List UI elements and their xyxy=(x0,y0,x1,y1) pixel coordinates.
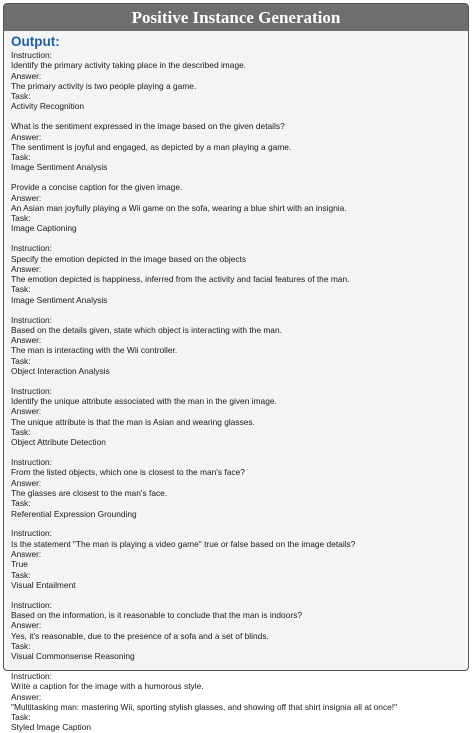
instance-line: Image Captioning xyxy=(11,223,77,234)
instance-line: Task: xyxy=(11,91,31,102)
instance-line: Task: xyxy=(11,427,31,437)
instance-line: The unique attribute is that the man is Asian and wearing glasses. xyxy=(11,416,255,427)
instance-line: Styled Image Caption xyxy=(11,722,92,733)
instance-block xyxy=(11,528,461,590)
instance-line: Write a caption for the image with a humorous style. xyxy=(11,681,204,692)
instance-line: Instruction: xyxy=(11,670,52,681)
instance-line: Image Sentiment Analysis xyxy=(11,294,108,305)
instance-line: Identify the primary activity taking place in the described image. xyxy=(11,60,247,71)
instance-line: Answer: xyxy=(11,620,42,631)
instance-line: The emotion depicted is happiness, inferred from the activity and facial features of the man. xyxy=(11,274,350,285)
instance-line: The glasses are closest to the man's face. xyxy=(11,487,168,498)
instance-line: Answer: xyxy=(11,70,42,81)
instance-line: Referential Expression Grounding xyxy=(11,508,137,519)
instance-line: Instruction: xyxy=(11,314,52,325)
instance-line: Task: xyxy=(11,712,31,723)
instance-line: Answer: xyxy=(11,548,42,559)
instance-line: The man is interacting with the Wii controller. xyxy=(11,345,178,356)
instance-line: Task: xyxy=(11,640,31,651)
instance-line: Task: xyxy=(11,213,31,224)
instance-line: Specify the emotion depicted in the image based on the objects xyxy=(11,253,247,264)
instance-line: The primary activity is two people playing a game. xyxy=(11,80,197,91)
instance-line: Provide a concise caption for the given image. xyxy=(11,182,183,193)
instance-line: Instruction: xyxy=(11,385,52,396)
instance-list xyxy=(11,50,461,733)
instance-block xyxy=(11,315,461,377)
instance-line: "Multitasking man: mastering Wii, sporting stylish glasses, and showing off that shirt insignia all at once!" xyxy=(11,701,398,712)
instance-line: An Asian man joyfully playing a Wii game on the sofa, wearing a blue shirt with an insignia. xyxy=(11,202,347,213)
instance-line: Identify the unique attribute associated with the man in the given image. xyxy=(11,396,277,407)
instance-line: Object Interaction Analysis xyxy=(11,366,110,377)
instance-line: Answer: xyxy=(11,406,42,417)
instance-line: Answer: xyxy=(11,335,42,346)
instance-block xyxy=(11,457,461,519)
instance-block xyxy=(11,121,461,172)
positive-instance-panel xyxy=(3,3,469,733)
instance-line: Task: xyxy=(11,498,31,509)
panel-content xyxy=(4,31,468,733)
instance-block xyxy=(11,182,461,233)
instance-line: Visual Entailment xyxy=(11,579,76,590)
output-label: Output: xyxy=(11,34,60,49)
instance-block xyxy=(11,243,461,305)
instance-line: Answer: xyxy=(11,192,42,203)
instance-line: From the listed objects, which one is closest to the man's face? xyxy=(11,467,245,478)
instance-line: Answer: xyxy=(11,691,42,702)
instance-line: Answer: xyxy=(11,477,42,488)
instance-line: Instruction: xyxy=(11,528,52,539)
instance-line: Instruction: xyxy=(11,243,52,254)
instance-block xyxy=(11,671,461,733)
instance-line: Instruction: xyxy=(11,457,52,468)
instance-line: Based on the information, is it reasonable to conclude that the man is indoors? xyxy=(11,609,302,620)
instance-block xyxy=(11,50,461,112)
panel-title: Positive Instance Generation xyxy=(4,4,468,31)
instance-line: Instruction: xyxy=(11,50,52,60)
instance-line: Task: xyxy=(11,284,31,295)
instance-block xyxy=(11,386,461,448)
instance-line: Task: xyxy=(11,152,31,163)
instance-line: Answer: xyxy=(11,263,42,274)
instance-line: What is the sentiment expressed in the image based on the given details? xyxy=(11,121,285,132)
instance-line: Instruction: xyxy=(11,599,52,610)
instance-line: Task: xyxy=(11,355,31,366)
instance-line: Answer: xyxy=(11,131,42,142)
instance-line: Image Sentiment Analysis xyxy=(11,162,108,173)
instance-line: Visual Commonsense Reasoning xyxy=(11,651,135,662)
instance-line: Based on the details given, state which object is interacting with the man. xyxy=(11,324,282,335)
instance-line: Is the statement "The man is playing a video game" true or false based on the image details? xyxy=(11,538,356,549)
instance-line: True xyxy=(11,559,28,570)
instance-line: Activity Recognition xyxy=(11,101,85,112)
instance-line: Yes, it's reasonable, due to the presence of a sofa and a set of blinds. xyxy=(11,630,269,641)
instance-block xyxy=(11,600,461,662)
instance-line: Task: xyxy=(11,569,31,580)
instance-line: Object Attribute Detection xyxy=(11,437,106,448)
instance-line: The sentiment is joyful and engaged, as depicted by a man playing a game. xyxy=(11,141,292,152)
